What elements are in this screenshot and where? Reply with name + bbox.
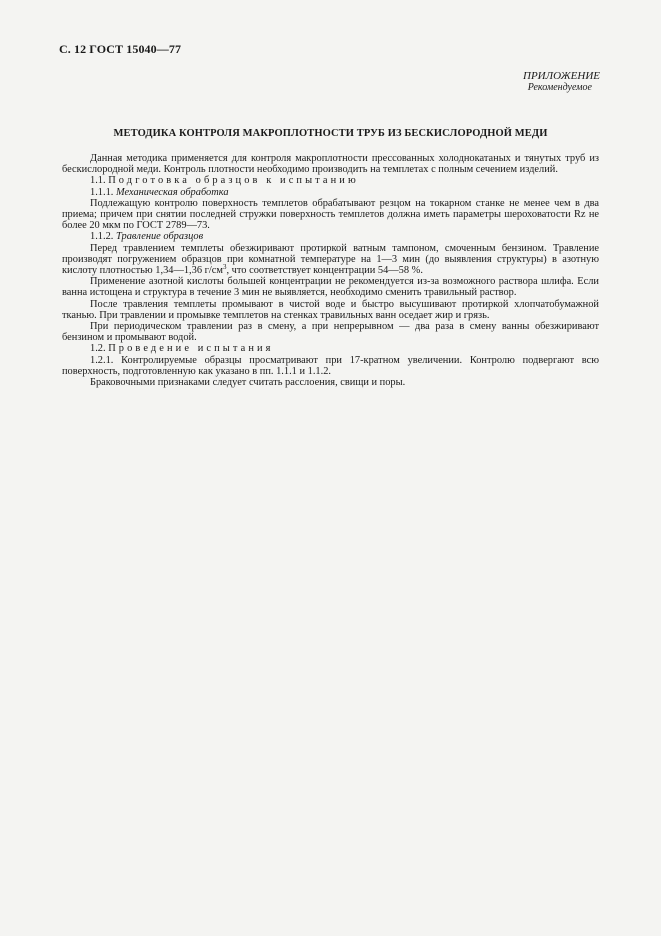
paragraph-acid-warning: Применение азотной кислоты большей концентрации не рекомендуется из-за возможного раствора шлифа. Если ванна истощена и структура в течение 3 мин не выявляется, необходимо сменить травильный раствор. xyxy=(62,276,599,299)
subsection-number: 1.1.1. xyxy=(90,186,114,198)
paragraph-degreasing: При периодическом травлении раз в смену, а при непрерывном — два раза в смену ванны обезжиривают бензином и промывают водой. xyxy=(62,321,599,344)
document-title: МЕТОДИКА КОНТРОЛЯ МАКРОПЛОТНОСТИ ТРУБ ИЗ БЕСКИСЛОРОДНОЙ МЕДИ xyxy=(113,128,548,139)
section-title: Подготовка образцов к испытанию xyxy=(108,175,359,187)
section-heading-1-1 xyxy=(62,175,599,186)
section-number: 1.1. xyxy=(90,175,106,187)
paragraph-text: Перед травлением темплеты обезжиривают протиркой ватным тампоном, смоченным бензином. Травление производят погружением образцов при комнатной температуре на 1—3 мин (до выявления структуры) в азотную кислоту плотностью 1,34—1,36 г/см xyxy=(62,242,599,277)
document-body xyxy=(62,153,599,388)
section-heading-1-2 xyxy=(62,343,599,354)
section-title: Проведение испытания xyxy=(108,343,274,355)
subsection-title: Травление образцов xyxy=(116,231,204,243)
subsection-heading-1-1-2 xyxy=(62,231,599,242)
superscript: 3 xyxy=(222,263,227,272)
paragraph-text: , что соответствует концентрации 54—58 %. xyxy=(226,265,423,277)
subsection-heading-1-1-1 xyxy=(62,187,599,198)
paragraph-machining: Подлежащую контролю поверхность темплетов обрабатывают резцом на токарном станке не менее чем в два приема; причем при снятии последней стружки поверхность темплетов должна иметь параметры шероховатости Rz не более 20 мкм по ГОСТ 2789—73. xyxy=(62,197,599,232)
paragraph-inspection: 1.2.1. Контролируемые образцы просматривают при 17-кратном увеличении. Контролю подвергают всю поверхность, подготовленную как указано в пп. 1.1.1 и 1.1.2. xyxy=(62,354,599,377)
intro-paragraph: Данная методика применяется для контроля макроплотности прессованных холоднокатаных и тянутых труб из бескислородной меди. Контроль плотности необходимо производить на темплетах с полным сечением изделий. xyxy=(62,153,599,176)
paragraph-etching xyxy=(62,243,599,277)
paragraph-rejection: Браковочными признаками следует считать расслоения, свищи и поры. xyxy=(90,377,406,389)
page-header: С. 12 ГОСТ 15040—77 xyxy=(59,42,182,56)
subsection-title: Механическая обработка xyxy=(116,186,229,198)
appendix-status: Рекомендуемое xyxy=(527,82,592,93)
appendix-block xyxy=(523,70,600,94)
paragraph-rinsing: После травления темплеты промывают в чистой воде и быстро высушивают протиркой хлопчатобумажной тканью. При травлении и промывке темплетов на стенках травильных ванн оседает жир и грязь. xyxy=(62,298,599,321)
section-number: 1.2. xyxy=(90,343,106,355)
subsection-number: 1.1.2. xyxy=(90,231,114,243)
appendix-label: ПРИЛОЖЕНИЕ xyxy=(523,70,600,82)
